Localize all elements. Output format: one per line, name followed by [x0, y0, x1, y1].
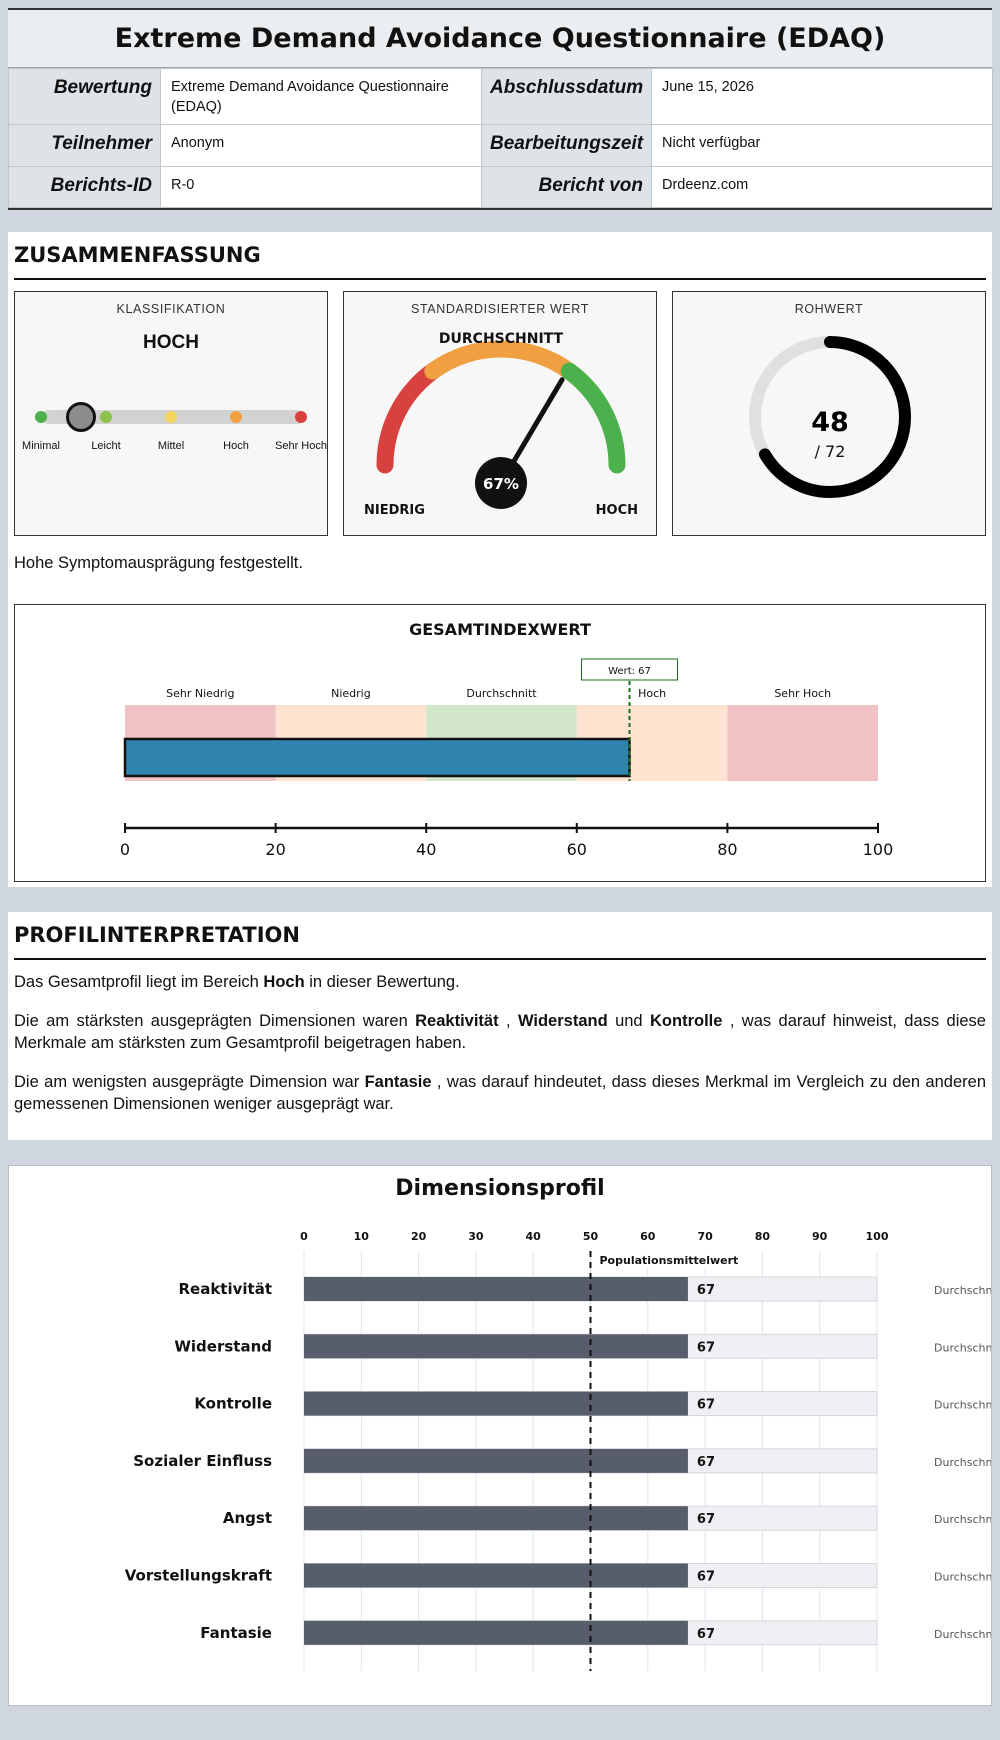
- profile-title: PROFILINTERPRETATION: [14, 918, 986, 960]
- band-label-durchschnitt: Durchschnitt: [466, 687, 537, 700]
- total-index-chart: [15, 605, 985, 881]
- dim-bar-widerstand: [304, 1334, 688, 1358]
- gauge-arc-high: [569, 371, 617, 465]
- level-dot-mittel: [165, 411, 177, 423]
- dimension-profile-title: Dimensionsprofil: [395, 1176, 605, 1201]
- index-value-label: Wert: 67: [608, 666, 651, 677]
- value-bewertung: Extreme Demand Avoidance Questionnaire (EDAQ): [161, 69, 482, 125]
- standard-score-gauge: [344, 292, 658, 537]
- dim-value-sozialer-einfluss: 67: [696, 1454, 716, 1470]
- band-label-sehr-niedrig: Sehr Niedrig: [166, 687, 235, 700]
- dim-label-fantasie: Fantasie: [200, 1623, 272, 1642]
- value-bericht-von: Drdeenz.com: [652, 167, 993, 208]
- level-dot-sehr-hoch: [295, 411, 307, 423]
- dim-tick-label-100: 100: [865, 1230, 889, 1243]
- band-label-hoch: Hoch: [638, 687, 667, 700]
- dim-bar-kontrolle: [304, 1392, 688, 1416]
- value-teilnehmer: Anonym: [161, 125, 482, 167]
- index-tick-label-80: 80: [717, 840, 738, 859]
- label-bearbeitungszeit: Bearbeitungszeit: [482, 125, 652, 167]
- gauge-high-label: HOCH: [595, 503, 638, 518]
- raw-score-card: [672, 291, 986, 536]
- dim-tick-label-80: 80: [754, 1230, 771, 1243]
- summary-title: ZUSAMMENFASSUNG: [14, 238, 986, 280]
- profile-paragraph-1: Das Gesamtprofil liegt im Bereich Hoch in dieser Bewertung.: [14, 973, 460, 991]
- dim-side-label-fantasie: Durchschn: [934, 1627, 993, 1641]
- level-label-hoch: Hoch: [223, 440, 249, 452]
- dim-side-label-sozialer-einfluss: Durchschn: [934, 1455, 993, 1469]
- level-dot-minimal: [35, 411, 47, 423]
- gauge-arc-mid: [433, 349, 569, 371]
- classification-label: KLASSIFIKATION: [116, 302, 226, 316]
- dim-reference-label: Populationsmittelwert: [599, 1254, 739, 1267]
- index-tick-label-60: 60: [566, 840, 587, 859]
- level-dot-hoch: [230, 411, 242, 423]
- value-abschlussdatum: June 15, 2026: [652, 69, 993, 125]
- raw-score-ring: [673, 292, 987, 537]
- dim-side-label-vorstellungskraft: Durchschn: [934, 1570, 993, 1584]
- dimension-profile-chart: [9, 1166, 992, 1706]
- dim-tick-label-20: 20: [410, 1230, 427, 1243]
- dim-tick-label-0: 0: [300, 1230, 308, 1243]
- dim-bar-angst: [304, 1506, 688, 1530]
- report-info-table: [8, 68, 993, 208]
- standard-score-card: [343, 291, 657, 536]
- dim-bar-vorstellungskraft: [304, 1564, 688, 1588]
- dim-bar-reaktivitat: [304, 1277, 688, 1301]
- value-berichts-id: R-0: [161, 167, 482, 208]
- gauge-arc-low: [385, 371, 433, 465]
- dim-tick-label-70: 70: [697, 1230, 713, 1243]
- band-sehr-hoch: [727, 705, 878, 781]
- level-dot-leicht: [100, 411, 112, 423]
- level-label-leicht: Leicht: [91, 440, 121, 452]
- value-bearbeitungszeit: Nicht verfügbar: [652, 125, 993, 167]
- band-label-niedrig: Niedrig: [331, 687, 371, 700]
- level-label-mittel: Mittel: [157, 440, 185, 452]
- dim-label-vorstellungskraft: Vorstellungskraft: [124, 1566, 272, 1585]
- report-header: [8, 8, 992, 210]
- dim-side-label-reaktivitat: Durchschn: [934, 1284, 993, 1297]
- summary-text: Hohe Symptomausprägung festgestellt.: [14, 554, 303, 572]
- dim-tick-label-40: 40: [525, 1230, 541, 1243]
- dim-label-kontrolle: Kontrolle: [194, 1394, 272, 1413]
- dim-bar-sozialer-einfluss: [304, 1449, 688, 1473]
- level-label-minimal: Minimal: [22, 440, 60, 452]
- standard-score-label: STANDARDISIERTER WERT: [411, 302, 589, 316]
- index-tick-label-20: 20: [265, 840, 286, 859]
- gauge-percent: 67%: [483, 475, 519, 493]
- dim-label-angst: Angst: [222, 1509, 272, 1528]
- dim-side-label-angst: Durchschn: [934, 1513, 993, 1527]
- index-tick-label-40: 40: [416, 840, 437, 859]
- dim-tick-label-10: 10: [353, 1230, 369, 1243]
- band-label-sehr-hoch: Sehr Hoch: [774, 687, 832, 700]
- classification-card: [14, 291, 328, 536]
- dim-value-vorstellungskraft: 67: [696, 1569, 716, 1585]
- index-tick-label-0: 0: [119, 840, 131, 859]
- dim-label-reaktivitat: Reaktivität: [178, 1280, 272, 1298]
- dim-side-label-kontrolle: Durchschn: [934, 1398, 993, 1412]
- label-bewertung: Bewertung: [9, 69, 161, 125]
- label-teilnehmer: Teilnehmer: [9, 125, 161, 167]
- dim-value-widerstand: 67: [696, 1340, 716, 1356]
- dim-side-label-widerstand: Durchschn: [934, 1341, 993, 1355]
- label-berichts-id: Berichts-ID: [9, 167, 161, 208]
- dim-value-reaktivitat: 67: [696, 1283, 716, 1298]
- dim-tick-label-60: 60: [640, 1230, 656, 1243]
- dim-value-kontrolle: 67: [696, 1397, 716, 1413]
- dim-value-angst: 67: [696, 1512, 716, 1528]
- classification-marker: [66, 402, 96, 432]
- dim-tick-label-30: 30: [468, 1230, 484, 1243]
- profile-paragraph-2: Die am stärksten ausgeprägten Dimensionen waren Reaktivität , Widerstand und Kontrolle , was darauf hinweist, dass diese Merkmale am stärksten zum Gesamtprofil beigetragen haben.: [14, 1012, 986, 1052]
- index-tick-label-100: 100: [862, 840, 894, 859]
- profile-paragraph-3: Die am wenigsten ausgeprägte Dimension war Fantasie , was darauf hindeutet, dass dieses Merkmal im Vergleich zu den anderen gemessenen Dimensionen weniger ausgeprägt war.: [14, 1073, 986, 1113]
- report-title: Extreme Demand Avoidance Questionnaire (EDAQ): [8, 10, 992, 68]
- label-abschlussdatum: Abschlussdatum: [482, 69, 652, 125]
- total-index-chart-box: [14, 604, 986, 882]
- dim-tick-label-90: 90: [812, 1230, 828, 1243]
- dim-tick-label-50: 50: [582, 1230, 599, 1243]
- dim-label-widerstand: Widerstand: [174, 1337, 272, 1356]
- gauge-low-label: NIEDRIG: [364, 503, 425, 518]
- dim-value-fantasie: 67: [696, 1626, 716, 1642]
- dim-label-sozialer-einfluss: Sozialer Einfluss: [133, 1451, 272, 1470]
- summary-section: [8, 232, 992, 887]
- classification-value: HOCH: [143, 332, 199, 353]
- raw-score-max: / 72: [814, 442, 846, 461]
- dim-bar-fantasie: [304, 1621, 688, 1645]
- raw-score-label: ROHWERT: [794, 302, 864, 316]
- gauge-category: DURCHSCHNITT: [438, 331, 564, 347]
- raw-score-value: 48: [811, 407, 849, 438]
- dimension-profile-section: [8, 1165, 992, 1706]
- label-bericht-von: Bericht von: [482, 167, 652, 208]
- index-value-bar: [125, 739, 630, 776]
- level-label-sehr-hoch: Sehr Hoch: [275, 440, 327, 452]
- index-chart-title: GESAMTINDEXWERT: [409, 620, 591, 639]
- profile-section: [8, 912, 992, 1140]
